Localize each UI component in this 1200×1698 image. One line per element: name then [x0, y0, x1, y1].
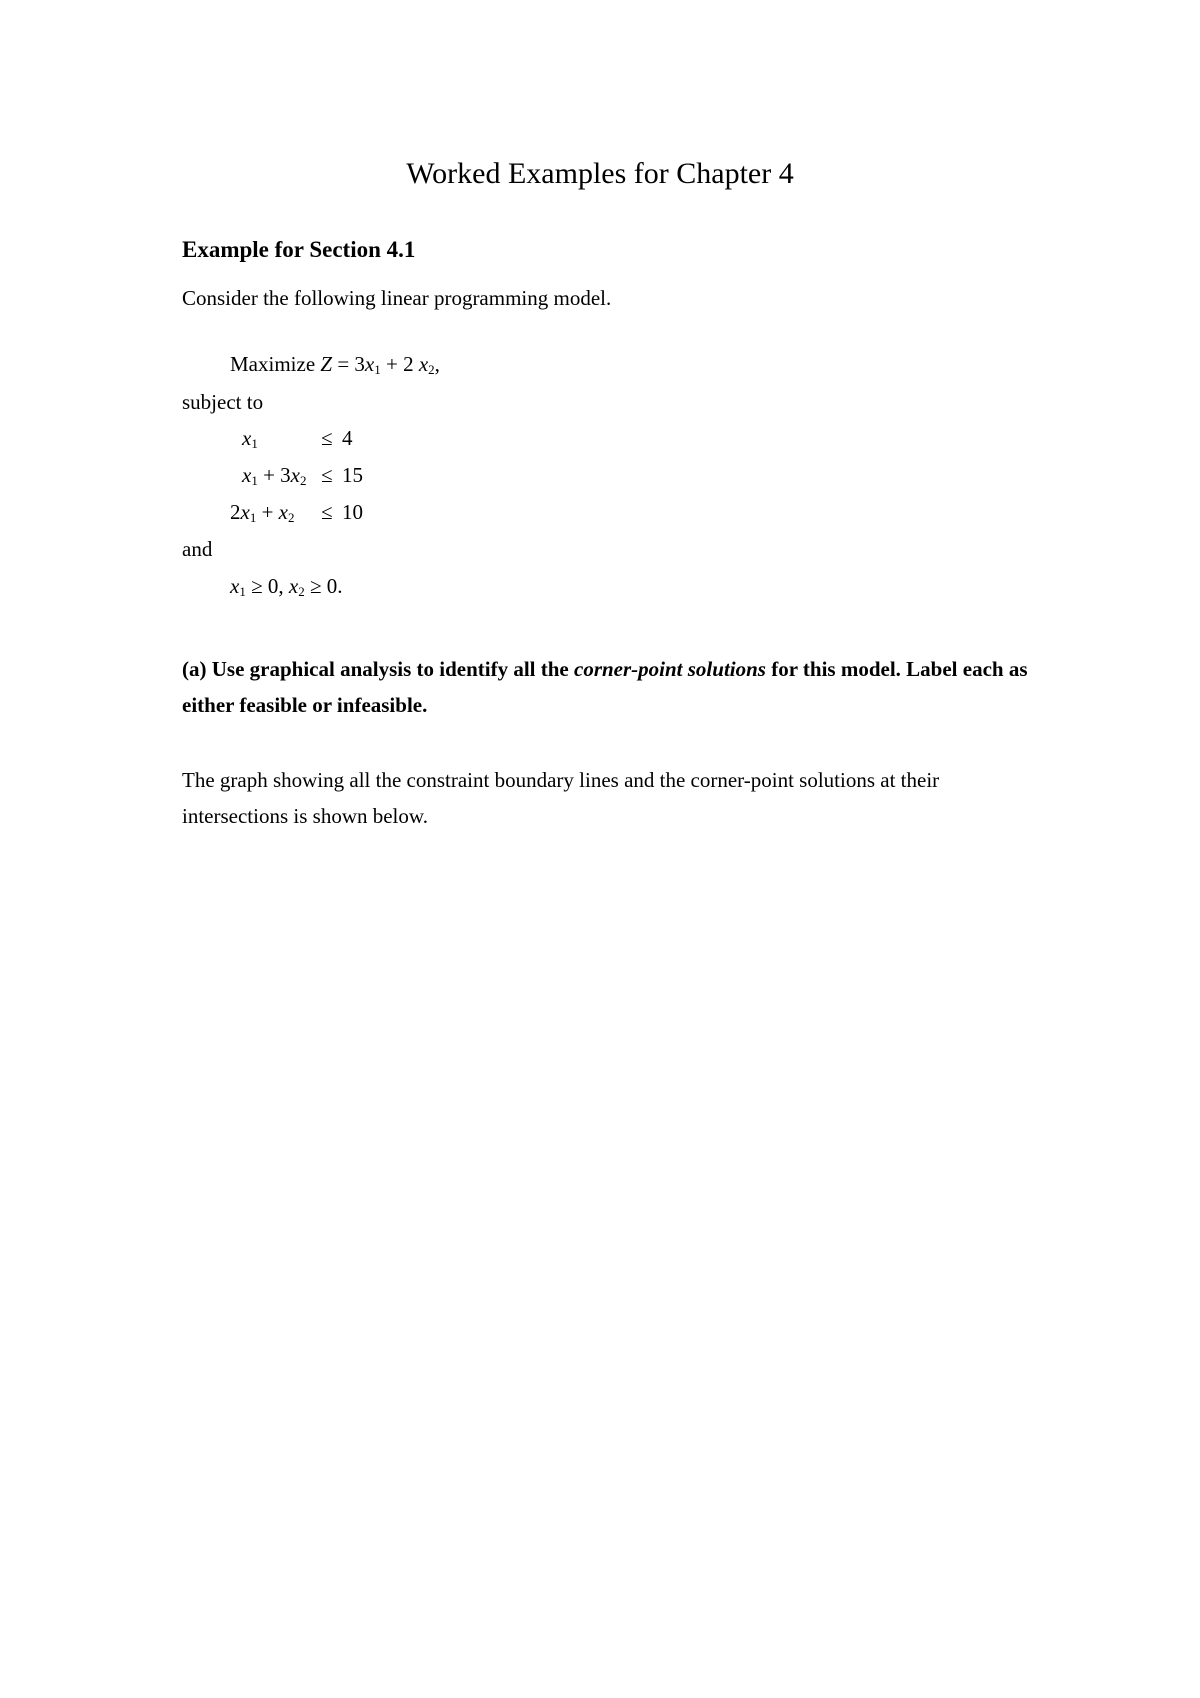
nonnegativity-constraints: $x_1 \ge 0$, $x_2 \ge 0$. — [230, 574, 343, 599]
constraint-relation: ≤ — [321, 463, 333, 487]
question-a: (a) Use graphical analysis to identify all the corner-point solutions for this model. Label each as either feasible or infeasible. — [182, 657, 1028, 717]
objective-tail: , — [434, 352, 440, 376]
constraint-lhs: $2x_1 + x_2$ — [230, 500, 295, 525]
objective-sub1: 1 — [374, 362, 381, 377]
objective-prefix: Maximize — [230, 352, 316, 376]
objective-function — [230, 350, 440, 378]
objective-x1: x — [364, 352, 375, 376]
objective-equals: = 3 — [332, 352, 365, 376]
section-heading: Example for Section 4.1 — [182, 237, 416, 262]
page-title: Worked Examples for Chapter 4 — [406, 157, 794, 190]
and-label: and — [182, 537, 213, 561]
objective-sub2: 2 — [428, 362, 435, 377]
answer-paragraph: The graph showing all the constraint boundary lines and the corner-point solutions at their intersections is shown below. — [182, 768, 940, 828]
objective-z: Z — [320, 352, 333, 376]
objective-plus: + 2 — [380, 352, 419, 376]
constraint-lhs: $x_1 + 3x_2$ — [242, 463, 307, 488]
question-emphasis: corner-point solutions — [574, 657, 766, 681]
constraint-rhs: 10 — [342, 500, 363, 524]
objective-x2: x — [418, 352, 429, 376]
intro-text: Consider the following linear programming model. — [182, 286, 612, 310]
constraint-relation: ≤ — [321, 500, 333, 524]
constraint-lhs: $x_1$ — [242, 426, 258, 451]
constraint-rhs: 15 — [342, 463, 363, 487]
subject-to-label: subject to — [182, 390, 264, 414]
constraint-relation: ≤ — [321, 426, 333, 450]
constraint-rhs: 4 — [342, 426, 353, 450]
